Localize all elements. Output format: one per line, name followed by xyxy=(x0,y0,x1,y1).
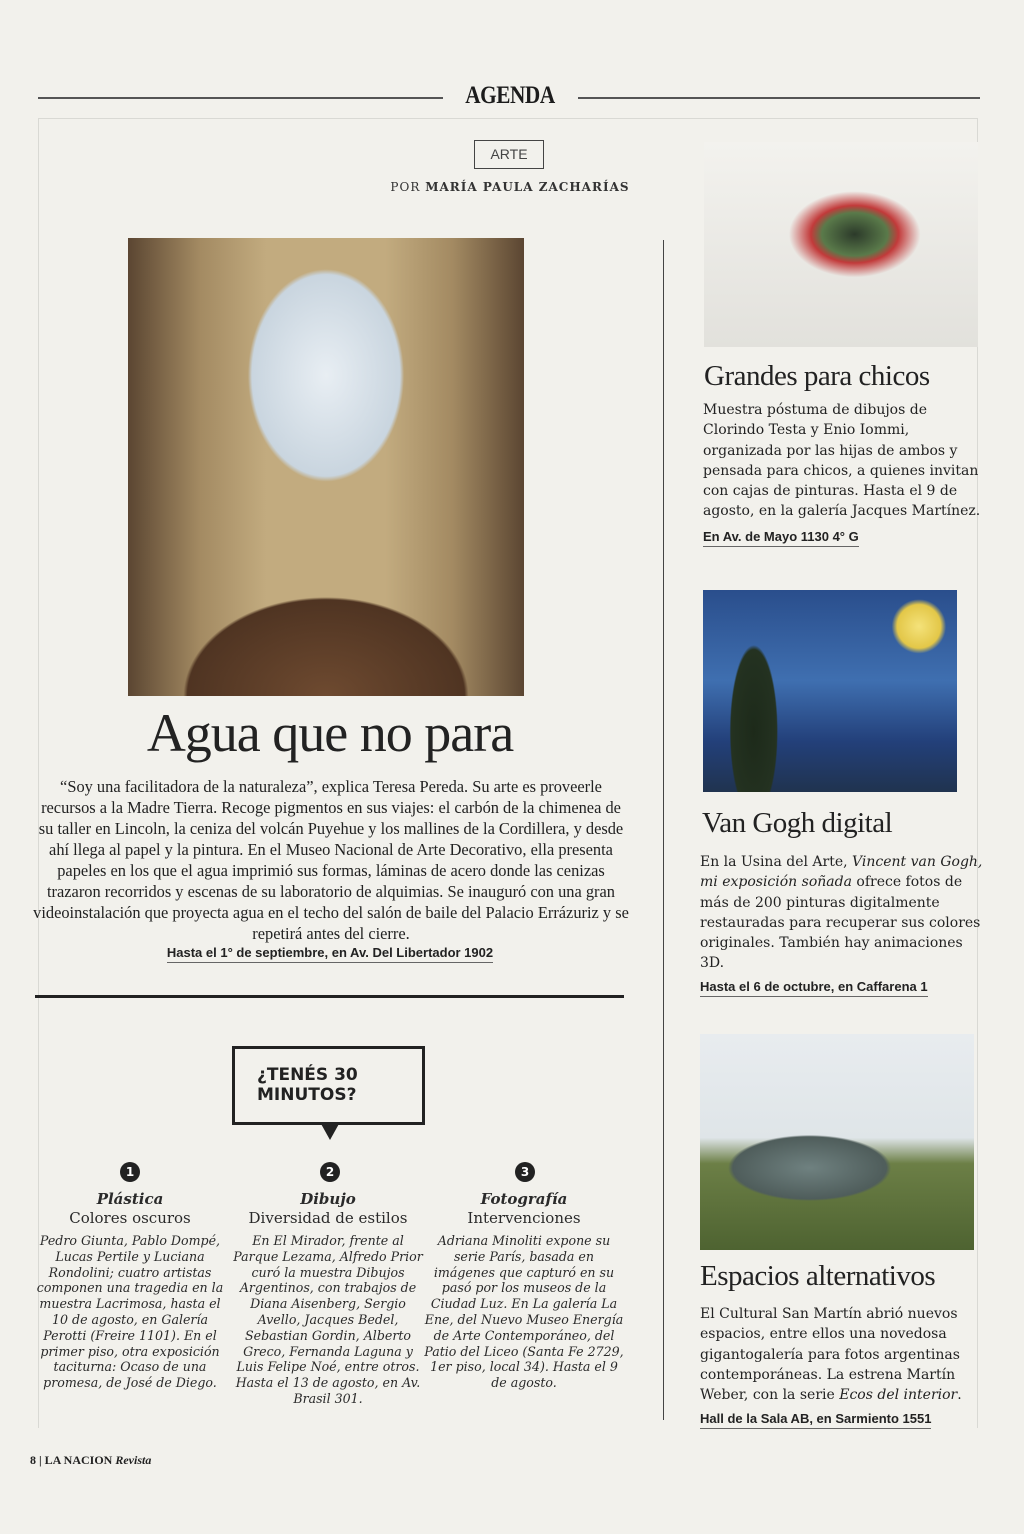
page-footer xyxy=(30,1453,151,1468)
item-category: Plástica xyxy=(96,1190,164,1208)
page-number: 8 xyxy=(30,1453,36,1467)
children-drawing-photo xyxy=(704,142,978,347)
speech-bubble-tail xyxy=(320,1122,340,1140)
item-category: Dibujo xyxy=(300,1190,356,1208)
item-text: Pedro Giunta, Pablo Dompé, Lucas Pertile y Luciana Rondolini; cuatro artistas componen una tragedia en la muestra Lacrimosa, hasta el 10 de agosto, en Galería Perotti (Freire 1101). En el primer piso, otra exposición taciturna: Ocaso de una promesa, de José de Diego. xyxy=(36,1233,224,1391)
item-text: Adriana Minoliti expone su serie París, basada en imágenes que capturó en su pasó por los museos de la Ciudad Luz. En La galería La Ene, del Nuevo Museo Energía de Arte Contemporáneo, del Patio del Liceo (Santa Fe 2729, 1er piso, local 34). Hasta el 9 de agosto. xyxy=(424,1233,624,1391)
sidebar-address: Hasta el 6 de octubre, en Caffarena 1 xyxy=(700,979,928,997)
item-subtitle: Colores oscuros xyxy=(69,1209,191,1227)
column-divider xyxy=(663,240,664,1420)
brand-name: LA NACION xyxy=(44,1453,113,1467)
item-category: Fotografía xyxy=(480,1190,568,1208)
byline xyxy=(330,180,690,194)
box-title: ¿TENÉS 30 MINUTOS? xyxy=(232,1046,425,1125)
ballroom-photo xyxy=(128,238,524,696)
number-badge: 2 xyxy=(320,1162,340,1182)
article-address-wrap xyxy=(0,942,660,963)
sidebar-address: Hall de la Sala AB, en Sarmiento 1551 xyxy=(700,1411,931,1429)
footer-separator: | xyxy=(39,1453,42,1467)
starry-night-photo xyxy=(703,590,957,792)
sidebar-address: En Av. de Mayo 1130 4° G xyxy=(703,529,859,547)
sidebar-address-wrap xyxy=(700,1408,931,1429)
header-rule-left xyxy=(38,97,443,99)
article-title: Agua que no para xyxy=(146,703,514,763)
body-text: En la Usina del Arte, xyxy=(700,854,853,870)
byline-prefix: POR xyxy=(390,180,421,194)
item-subtitle: Intervenciones xyxy=(467,1209,581,1227)
box-item xyxy=(424,1190,624,1391)
bus-photo xyxy=(700,1034,974,1250)
exhibition-name: Vincent van Gogh, mi exposición soñada xyxy=(700,854,983,891)
sidebar-title: Grandes para chicos xyxy=(704,360,930,392)
body-text: El Cultural San Martín abrió nuevos espacios, entre ellos una novedosa gigantogalería para fotos argentinas contemporáneas. La estrena Martín Weber, con la serie xyxy=(700,1306,960,1404)
body-text: ofrece fotos de más de 200 pinturas digitalmente restauradas para recuperar sus colores originales. También hay animaciones 3D. xyxy=(700,874,981,972)
number-badge: 3 xyxy=(515,1162,535,1182)
header-rule-right xyxy=(578,97,980,99)
section-name: Revista xyxy=(115,1453,152,1467)
item-subtitle: Diversidad de estilos xyxy=(248,1209,408,1227)
sidebar-address-wrap xyxy=(700,976,928,997)
body-text: . xyxy=(957,1387,962,1404)
box-item xyxy=(228,1190,428,1407)
article-address: Hasta el 1° de septiembre, en Av. Del Libertador 1902 xyxy=(167,945,493,963)
sidebar-title: Van Gogh digital xyxy=(702,807,893,839)
sidebar-body xyxy=(700,852,985,974)
box-item xyxy=(30,1190,230,1391)
sidebar-address-wrap xyxy=(703,526,859,547)
sidebar-body: Muestra póstuma de dibujos de Clorindo Testa y Enio Iommi, organizada por las hijas de ambos y pensada para chicos, a quienes invitan con cajas de pinturas. Hasta el 9 de agosto, en la galería Jacques Martínez. xyxy=(703,402,981,520)
sidebar-body xyxy=(700,1304,980,1405)
category-badge: ARTE xyxy=(474,140,544,169)
series-name: Ecos del interior xyxy=(839,1387,958,1404)
section-divider xyxy=(35,995,624,998)
item-text: En El Mirador, frente al Parque Lezama, Alfredo Prior curó la muestra Dibujos Argentinos, con trabajos de Diana Aisenberg, Sergio Avello, Jacques Bedel, Sebastian Gordin, Alberto Greco, Fernanda Laguna y Luis Felipe Noé, entre otros. Hasta el 13 de agosto, en Av. Brasil 301. xyxy=(233,1233,423,1406)
byline-author: MARÍA PAULA ZACHARÍAS xyxy=(425,180,630,194)
section-header: AGENDA xyxy=(465,82,555,109)
article-body: “Soy una facilitadora de la naturaleza”, explica Teresa Pereda. Su arte es proveerle recursos a la Madre Tierra. Recoge pigmentos en sus viajes: el carbón de la chimenea de su taller en Lincoln, la ceniza del volcán Puyehue y los mallines de la Cordillera, y desde ahí llega al papel y la pintura. En el Museo Nacional de Arte Decorativo, ella presenta papeles en los que el agua imprimió sus formas, láminas de acero donde las cenizas trazaron recorridos y escenas de su laboratorio de alquimias. Se inauguró con una gran videoinstalación que proyecta agua en el techo del salón de baile del Palacio Errázuriz y se repetirá antes del cierre. xyxy=(33,777,629,943)
sidebar-title: Espacios alternativos xyxy=(700,1260,936,1292)
number-badge: 1 xyxy=(120,1162,140,1182)
